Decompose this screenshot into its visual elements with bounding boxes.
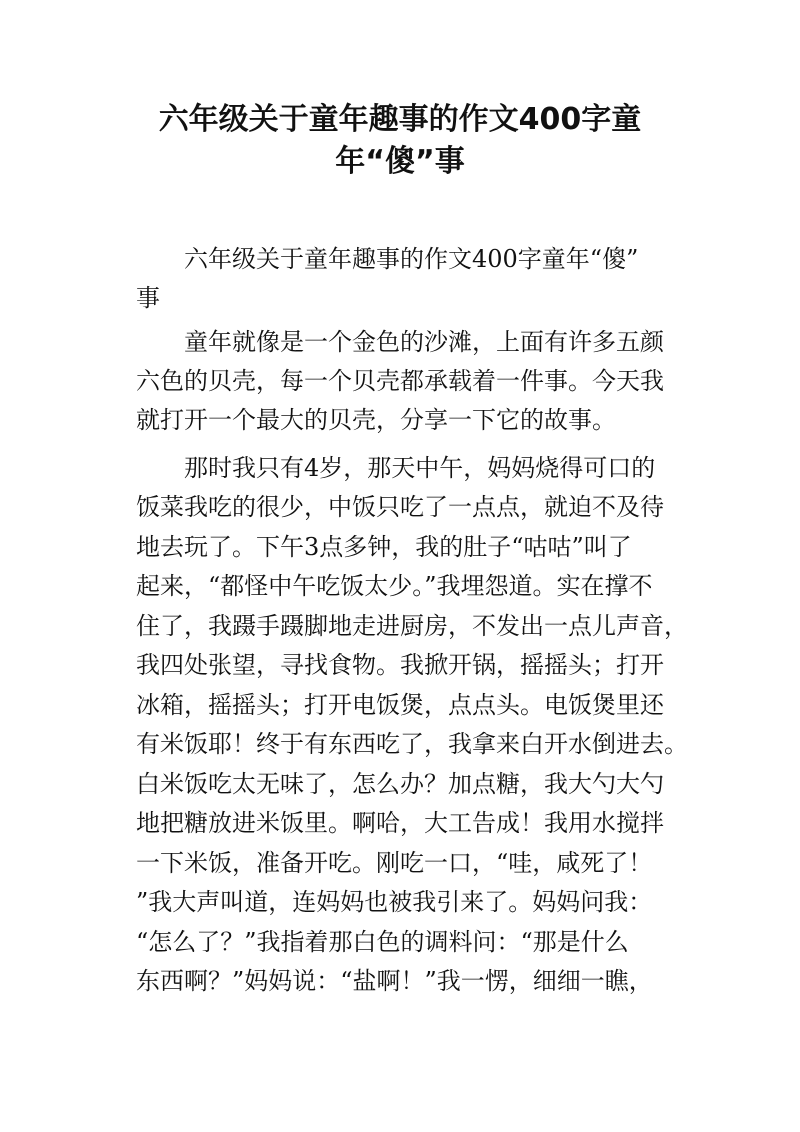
body-line: “怎么了？”我指着那白色的调料问：“那是什么 — [136, 928, 629, 956]
body-line: 童年就像是一个金色的沙滩，上面有许多五颜 — [184, 328, 664, 356]
body-line: 就打开一个最大的贝壳，分享一下它的故事。 — [136, 406, 616, 434]
document-title-line-1: 六年级关于童年趣事的作文400字童 — [158, 102, 642, 137]
body-line: 我四处张望，寻找食物。我掀开锅，摇摇头；打开 — [136, 651, 664, 679]
body-line: 事 — [136, 284, 160, 312]
body-line: 东西啊？”妈妈说：“盐啊！”我一愣，细细一瞧， — [136, 967, 653, 995]
document-title-line-2: 年“傻”事 — [335, 144, 465, 179]
body-line: 起来，“都怪中午吃饭太少。”我埋怨道。实在撑不 — [136, 572, 653, 600]
body-line: 住了，我蹑手蹑脚地走进厨房，不发出一点儿声音， — [136, 612, 688, 640]
body-line: 地去玩了。下午3点多钟，我的肚子“咕咕”叫了 — [136, 533, 632, 561]
body-line: 那时我只有4岁，那天中午，妈妈烧得可口的 — [184, 454, 656, 482]
body-line: 饭菜我吃的很少，中饭只吃了一点点，就迫不及待 — [136, 493, 664, 521]
body-line: 地把糖放进米饭里。啊哈，大工告成！我用水搅拌 — [136, 809, 664, 837]
body-line: 有米饭耶！终于有东西吃了，我拿来白开水倒进去。 — [136, 730, 688, 758]
body-line: 冰箱，摇摇头；打开电饭煲，点点头。电饭煲里还 — [136, 691, 664, 719]
body-line: 六年级关于童年趣事的作文400字童年“傻” — [184, 245, 639, 273]
body-line: 一下米饭，准备开吃。刚吃一口，“哇，咸死了！ — [136, 849, 653, 877]
body-line: 白米饭吃太无味了，怎么办？加点糖，我大勺大勺 — [136, 770, 664, 798]
body-line: 六色的贝壳，每一个贝壳都承载着一件事。今天我 — [136, 367, 664, 395]
body-line: ”我大声叫道，连妈妈也被我引来了。妈妈问我： — [136, 888, 653, 916]
